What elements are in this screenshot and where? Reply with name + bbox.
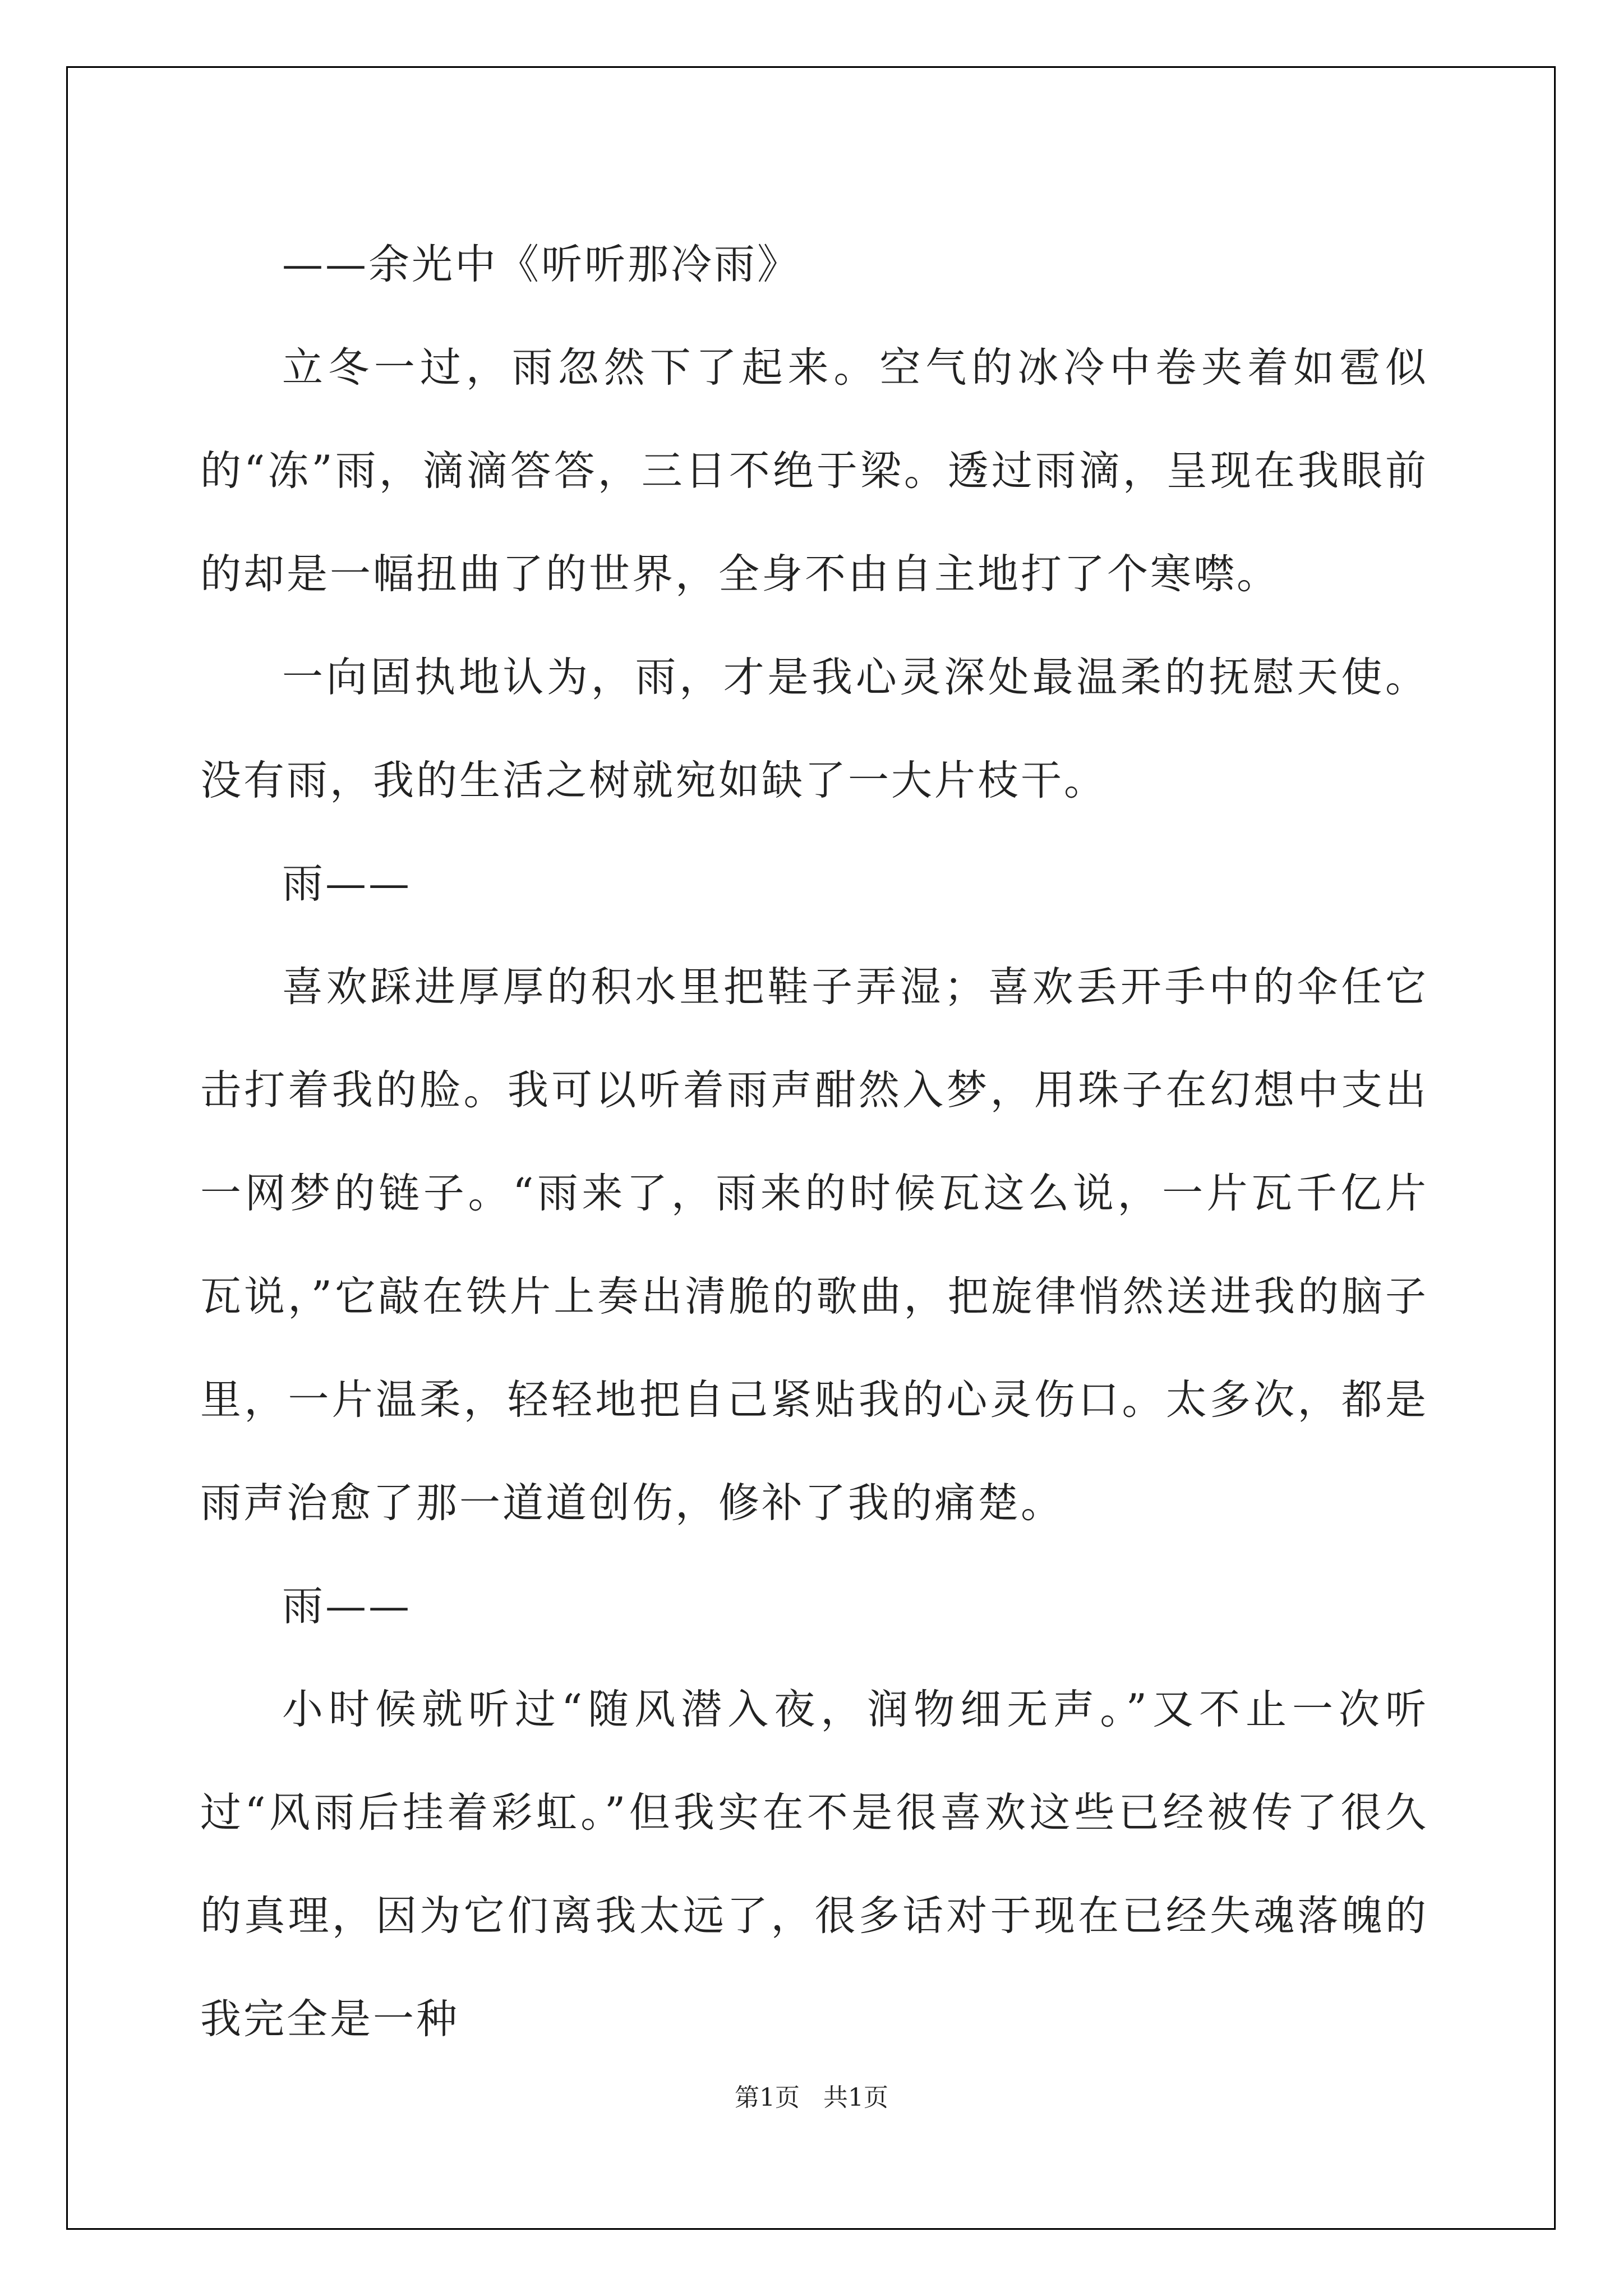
section-heading: 雨—— bbox=[282, 860, 412, 908]
paragraph: 一向固执地认为，雨，才是我心灵深处最温柔的抚慰天使。没有雨，我的生活之树就宛如缺了一大片枝干。 bbox=[200, 654, 1428, 804]
paragraph: 喜欢踩进厚厚的积水里把鞋子弄湿；喜欢丢开手中的伞任它击打着我的脸。我可以听着雨声酣然入梦，用珠子在幻想中支出一网梦的链子。“雨来了，雨来的时候瓦这么说，一片瓦千亿片瓦说，”它敲在铁片上奏出清脆的歌曲，把旋律悄然送进我的脑子里，一片温柔，轻轻地把自己紧贴我的心灵伤口。太多次，都是雨声治愈了那一道道创伤，修补了我的痛楚。 bbox=[200, 963, 1428, 1527]
document-body bbox=[200, 213, 1428, 2071]
paragraph: 立冬一过，雨忽然下了起来。空气的冰冷中卷夹着如雹似的“冻”雨，滴滴答答，三日不绝于梁。透过雨滴，呈现在我眼前的却是一幅扭曲了的世界，全身不由自主地打了个寒噤。 bbox=[200, 344, 1428, 598]
section-heading: 雨—— bbox=[282, 1582, 412, 1630]
page-number-footer: 第1页 共1页 bbox=[735, 2083, 888, 2112]
paragraph: 小时候就听过“随风潜入夜，润物细无声。”又不止一次听过“风雨后挂着彩虹。”但我实在不是很喜欢这些已经被传了很久的真理，因为它们离我太远了，很多话对于现在已经失魂落魄的我完全是一种 bbox=[200, 1686, 1428, 2043]
quote-attribution: ——余光中《听听那冷雨》 bbox=[282, 241, 800, 288]
